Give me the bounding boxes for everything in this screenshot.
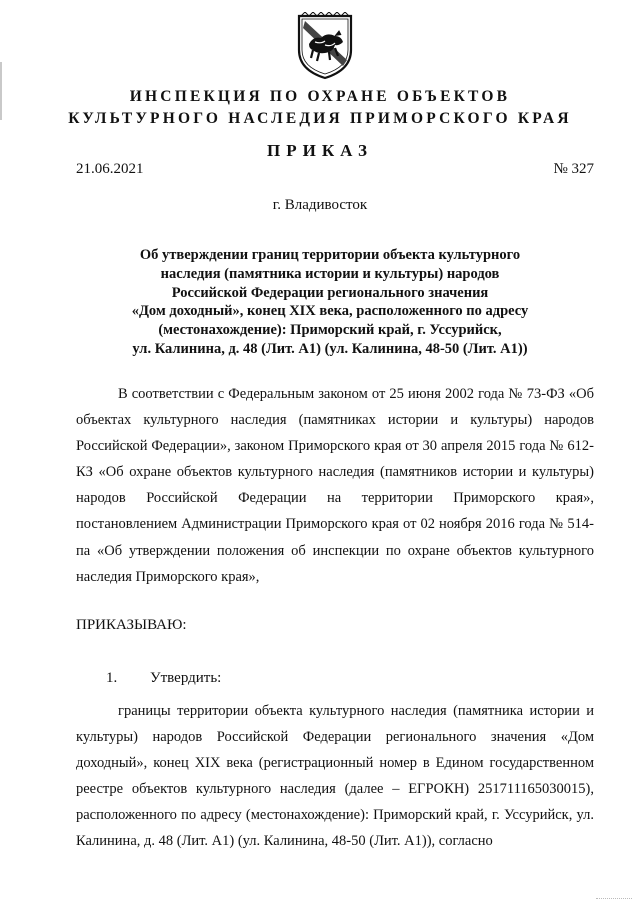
- order-word: ПРИКАЗЫВАЮ:: [76, 617, 187, 633]
- primorsky-krai-coat-of-arms-icon: [295, 12, 355, 82]
- organization-name-line1: ИНСПЕКЦИЯ ПО ОХРАНЕ ОБЪЕКТОВ: [129, 88, 511, 105]
- item-number: 1.: [106, 670, 118, 686]
- order-item-1-heading: [106, 670, 221, 687]
- document-type: ПРИКАЗ: [267, 141, 373, 160]
- document-number: № 327: [553, 161, 594, 177]
- preamble-paragraph: В соответствии с Федеральным законом от 25 июня 2002 года № 73-ФЗ «Об объектах культурного наследия (памятниках истории и культуры) народов Российской Федерации», законом Приморского края от 30 апреля 2015 года № 612-КЗ «Об охране объектов культурного наследия (памятников истории и культуры) народов Российской Федерации на территории Приморского края», постановлением Администрации Приморского края от 02 ноября 2016 года № 514-па «Об утверждении положения об инспекции по охране объектов культурного наследия Приморского края»,: [76, 386, 594, 585]
- title-line: Об утверждении границ территории объекта культурного: [139, 247, 521, 263]
- item-label: Утвердить:: [150, 670, 222, 686]
- title-line: ул. Калинина, д. 48 (Лит. А1) (ул. Калинина, 48-50 (Лит. А1)): [132, 340, 528, 357]
- order-item-1-text: границы территории объекта культурного наследия (памятника истории и культуры) народов Российской Федерации регионального значения «Дом доходный», конец XIX века (регистрационный номер в Едином государственном реестре объектов культурного наследия (далее – ЕГРОКН) 251711165030015), расположенного по адресу (местонахождение): Приморский край, г. Уссурийск, ул. Калинина, д. 48 (Лит. А1) (ул. Калинина, 48-50 (Лит. А1)), согласно: [76, 703, 594, 850]
- title-line: (местонахождение): Приморский край, г. Уссурийск,: [158, 322, 502, 339]
- document-city: г. Владивосток: [272, 197, 368, 213]
- document-title: [120, 246, 540, 359]
- title-line: Российской Федерации регионального значения: [171, 284, 489, 301]
- document-date: 21.06.2021: [76, 161, 144, 177]
- title-line: наследия (памятника истории и культуры) народов: [160, 265, 500, 282]
- organization-name-line2: КУЛЬТУРНОГО НАСЛЕДИЯ ПРИМОРСКОГО КРАЯ: [68, 110, 572, 127]
- scan-artifact: [596, 896, 632, 899]
- title-line: «Дом доходный», конец XIX века, расположенного по адресу: [131, 303, 529, 320]
